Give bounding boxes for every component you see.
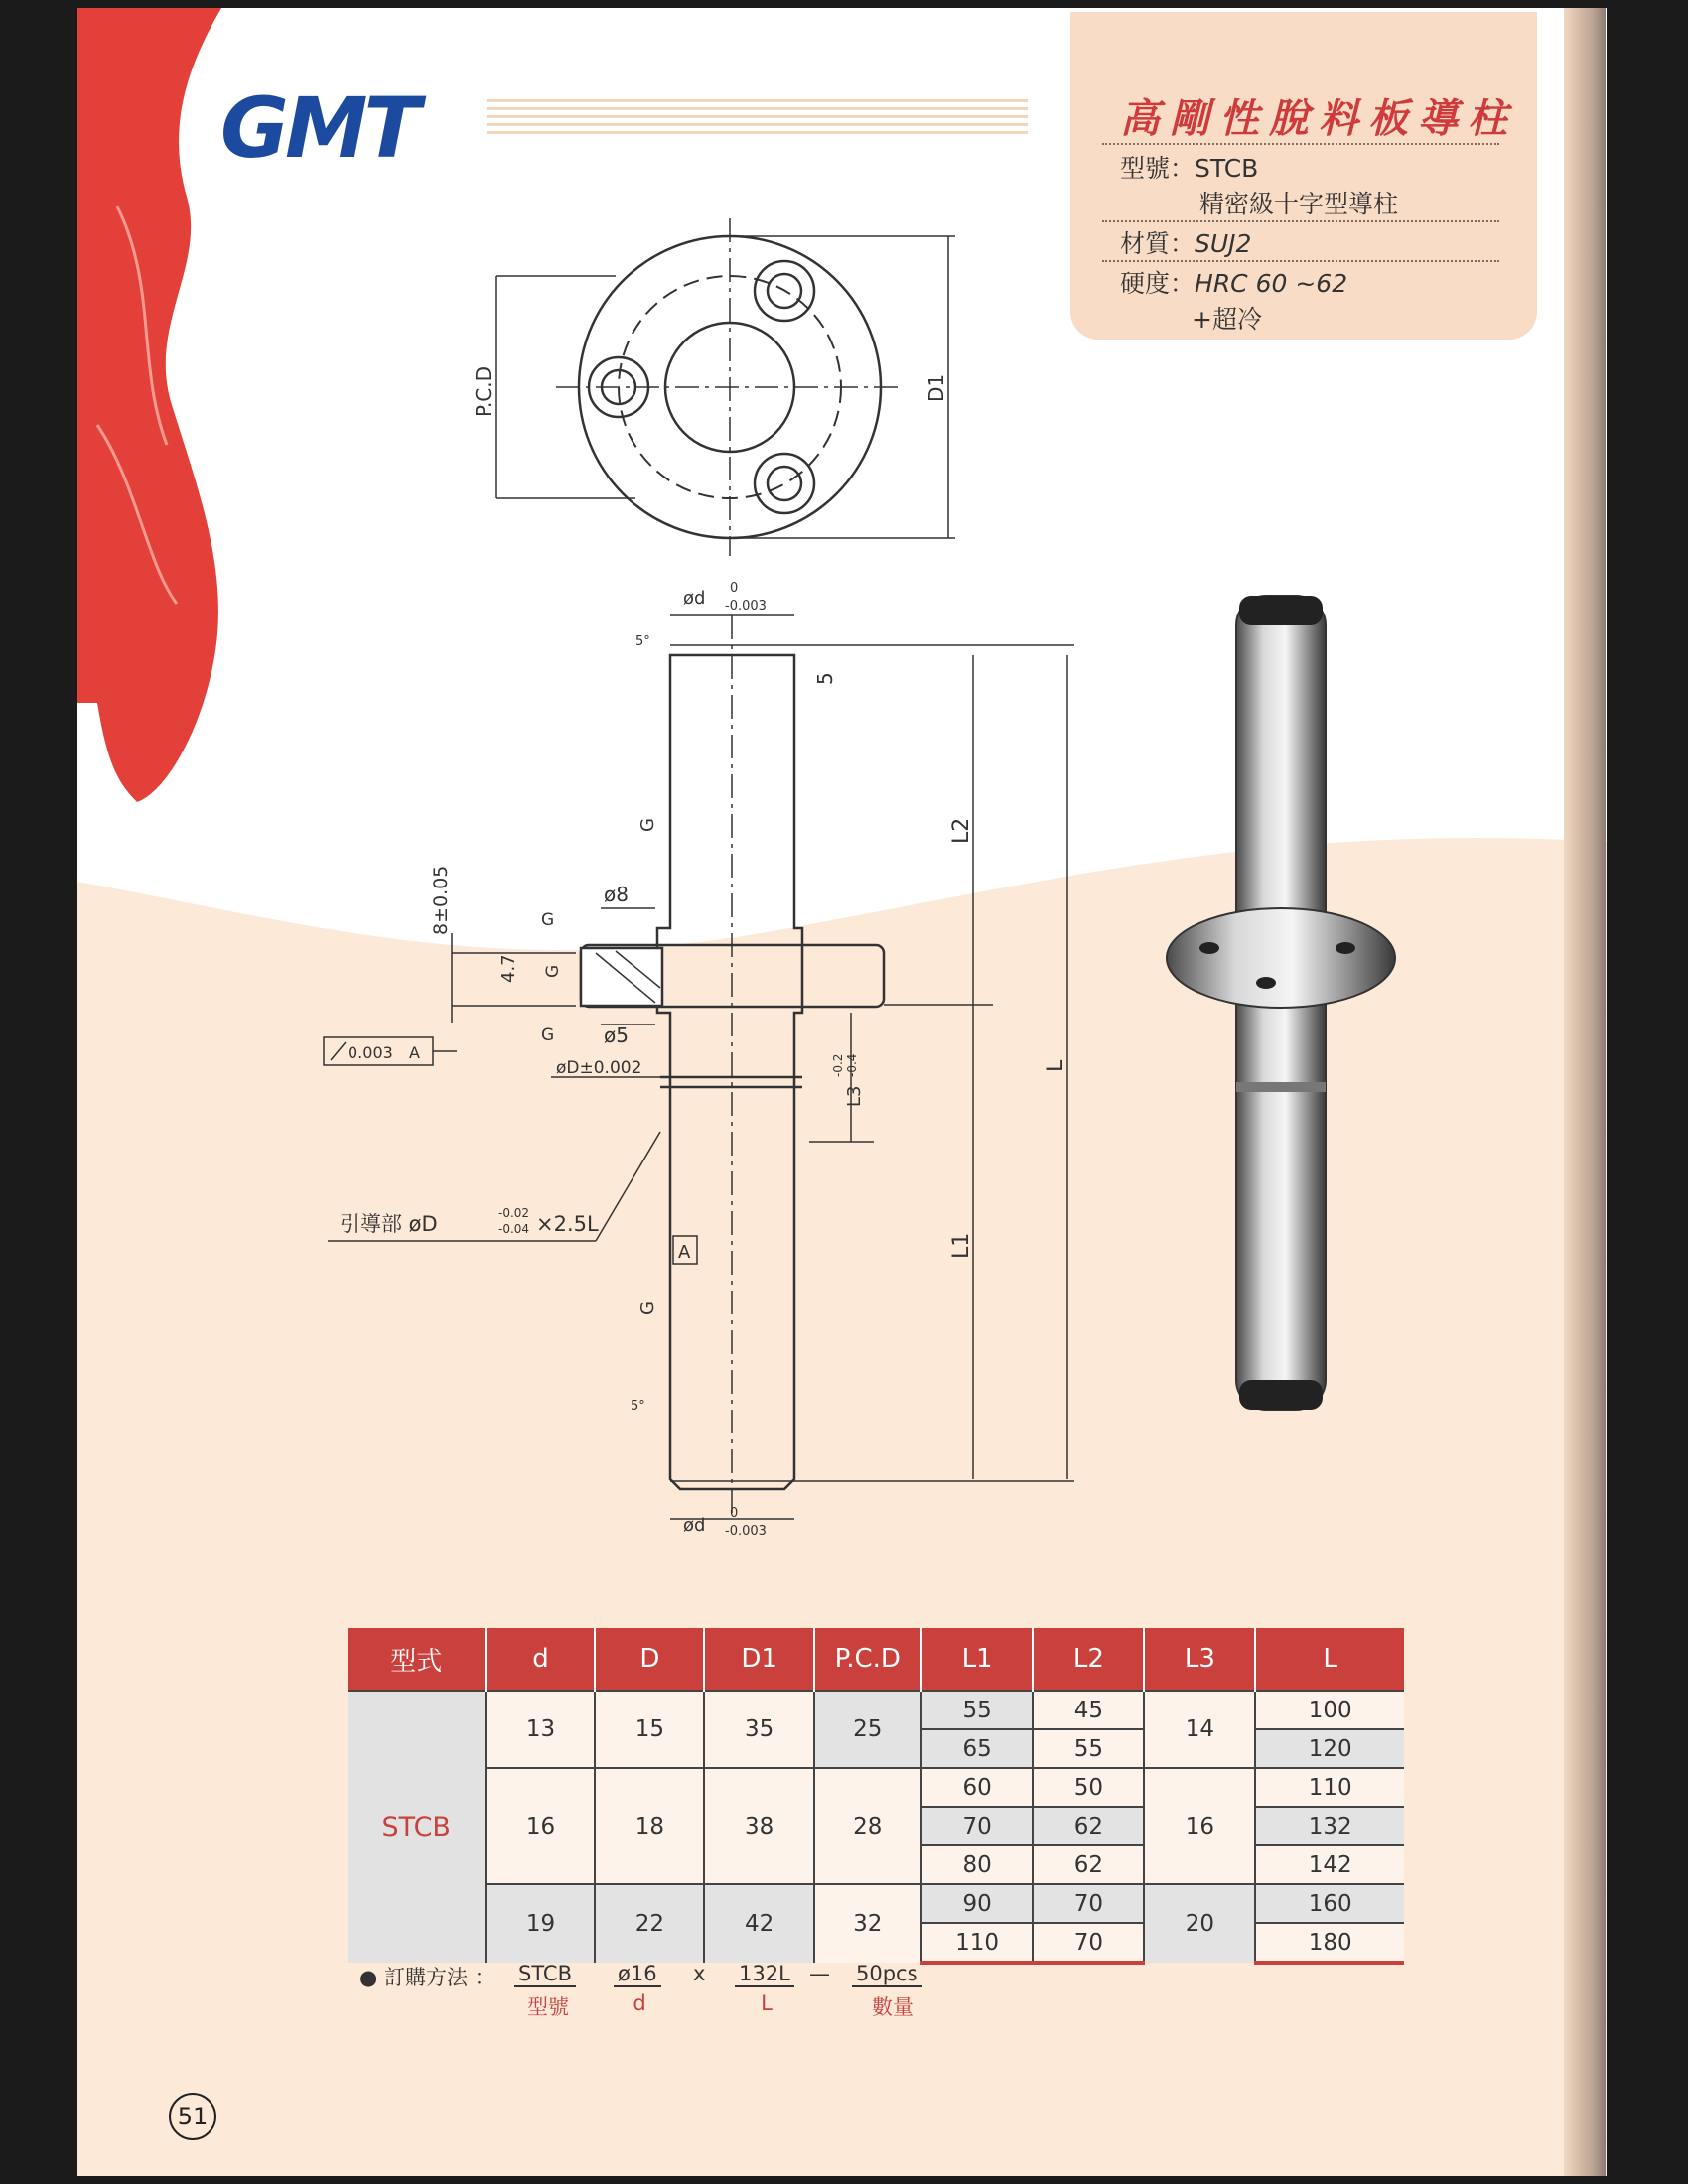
cell-L3: 16: [1144, 1768, 1255, 1884]
lead-tol-bottom: -0.04: [498, 1222, 530, 1236]
cell-L: 120: [1255, 1729, 1404, 1768]
cell-L: 110: [1255, 1768, 1404, 1807]
cell-pcd: 25: [814, 1691, 921, 1768]
order-x: x: [693, 1962, 706, 1985]
dia-D-label: øD±0.002: [556, 1058, 642, 1078]
l-label: L: [1044, 1059, 1068, 1072]
dim-5: 5: [813, 672, 837, 685]
hardness-extra: +超冷: [1192, 305, 1262, 334]
flange-top-view: [496, 218, 955, 556]
dim-o8-label: ø8: [604, 883, 629, 906]
pin-side-view: [324, 615, 1074, 1519]
model-value: STCB: [1195, 154, 1259, 183]
l3-label: L3: [844, 1085, 865, 1107]
tol-bottom-lower: -0.003: [725, 1524, 767, 1539]
hardness-value: HRC 60 ~62: [1195, 269, 1348, 298]
lead-tol-top: -0.02: [498, 1206, 530, 1220]
d1-label: D1: [924, 373, 948, 402]
pin-outline: [657, 655, 802, 1489]
lead-len: ×2.5L: [536, 1212, 599, 1236]
g-mark-2: G: [541, 910, 555, 930]
dim-47-label: 4.7: [498, 954, 519, 983]
table-row: [348, 1691, 1404, 1729]
bolt-hole-3-inner: [768, 467, 801, 500]
order-model: STCB: [514, 1962, 576, 1987]
model-label: 型號：: [1120, 154, 1196, 183]
order-qty: 50pcs: [852, 1962, 922, 1987]
header-L1: L1: [921, 1628, 1034, 1691]
cell-D: 22: [595, 1884, 704, 1963]
table-header-row: [348, 1628, 1404, 1691]
gmt-logo: GMT: [220, 79, 417, 177]
cell-L: 180: [1255, 1923, 1404, 1963]
cell-L2: 62: [1033, 1845, 1144, 1884]
dim-8pm-label: 8±0.05: [430, 865, 452, 935]
l2-label: L2: [949, 817, 974, 844]
order-qty-unit: 數量: [872, 1995, 914, 2019]
cell-L1: 60: [921, 1768, 1034, 1807]
product-title: 高剛性脫料板導柱: [1120, 96, 1517, 142]
photo-hole-3: [1336, 942, 1355, 954]
table-row: [348, 1768, 1404, 1807]
bolt-hole-3: [755, 454, 814, 513]
page-number: 51: [169, 2093, 216, 2140]
g-mark-4: G: [541, 1025, 555, 1045]
cell-D1: 35: [704, 1691, 813, 1768]
cell-L2: 62: [1033, 1807, 1144, 1845]
photo-flange: [1167, 908, 1395, 1008]
tol-top-upper: 0: [730, 581, 739, 596]
order-label: ● 訂購方法 ：: [359, 1966, 495, 1989]
cell-L1: 65: [921, 1729, 1034, 1768]
cell-D: 15: [595, 1691, 704, 1768]
header-D: D: [595, 1628, 704, 1691]
cell-L1: 70: [921, 1807, 1034, 1845]
cell-D1: 38: [704, 1768, 813, 1884]
cell-L2: 45: [1033, 1691, 1144, 1729]
photo-hole-1: [1199, 942, 1219, 954]
order-d-unit: d: [633, 1991, 646, 2015]
photo-bottom-cap: [1239, 1380, 1323, 1410]
cell-L3: 20: [1144, 1884, 1255, 1963]
tol-bottom-upper: 0: [730, 1506, 739, 1521]
cell-L1: 80: [921, 1845, 1034, 1884]
cell-pcd: 28: [814, 1768, 921, 1884]
photo-hole-2: [1256, 977, 1276, 989]
order-model-unit: 型號: [527, 1995, 569, 2019]
cell-L: 100: [1255, 1691, 1404, 1729]
pcd-label: P.C.D: [472, 365, 495, 417]
cell-L1: 110: [921, 1923, 1034, 1963]
cell-L2: 50: [1033, 1768, 1144, 1807]
product-photo: [1167, 596, 1395, 1410]
photo-groove: [1236, 1082, 1326, 1092]
cell-L2: 70: [1033, 1884, 1144, 1923]
cell-L1: 90: [921, 1884, 1034, 1923]
lead-label: 引導部 øD: [340, 1212, 438, 1236]
l1-label: L1: [949, 1232, 974, 1259]
dimension-table: [348, 1628, 1404, 1965]
material-label: 材質：: [1120, 229, 1196, 258]
order-l-unit: L: [761, 1991, 773, 2015]
header-type: 型式: [348, 1628, 486, 1691]
cell-d: 13: [486, 1691, 595, 1768]
header-L2: L2: [1033, 1628, 1144, 1691]
header-d: d: [486, 1628, 595, 1691]
cell-L: 142: [1255, 1845, 1404, 1884]
cell-L3: 14: [1144, 1691, 1255, 1768]
l3-tol-bottom: -0.4: [845, 1053, 859, 1077]
material-value: SUJ2: [1195, 229, 1252, 258]
dia-d-top: ød: [683, 588, 706, 609]
photo-top-cap: [1239, 596, 1323, 625]
header-pcd: P.C.D: [814, 1628, 921, 1691]
g-mark-1: G: [637, 818, 658, 832]
dim-o5-label: ø5: [604, 1024, 629, 1047]
runout-icon: [331, 1042, 346, 1060]
tol-top-lower: -0.003: [725, 599, 767, 614]
cell-L: 160: [1255, 1884, 1404, 1923]
order-dash: —: [809, 1962, 830, 1985]
header-D1: D1: [704, 1628, 813, 1691]
model-cell: STCB: [348, 1691, 486, 1963]
hardness-label: 硬度：: [1120, 269, 1196, 298]
header-L3: L3: [1144, 1628, 1255, 1691]
runout-ref: A: [409, 1043, 420, 1062]
g-mark-5: G: [637, 1301, 658, 1315]
cell-L2: 55: [1033, 1729, 1144, 1768]
order-d: ø16: [614, 1962, 661, 1987]
l3-tol-top: -0.2: [831, 1053, 845, 1077]
angle-top: 5°: [635, 634, 650, 649]
cell-L2: 70: [1033, 1923, 1144, 1963]
model-desc: 精密級十字型導柱: [1199, 190, 1399, 218]
runout-value: 0.003: [348, 1043, 393, 1062]
cell-L: 132: [1255, 1807, 1404, 1845]
g-mark-3: G: [543, 964, 563, 978]
cell-L1: 55: [921, 1691, 1034, 1729]
cell-d: 16: [486, 1768, 595, 1884]
angle-bottom: 5°: [631, 1399, 645, 1414]
datum-a: A: [678, 1242, 691, 1263]
cell-D1: 42: [704, 1884, 813, 1963]
cell-D: 18: [595, 1768, 704, 1884]
table-row: [348, 1884, 1404, 1923]
lead-leader-d: [596, 1132, 660, 1241]
order-l: 132L: [735, 1962, 794, 1987]
dia-d-bottom: ød: [683, 1515, 706, 1536]
cell-pcd: 32: [814, 1884, 921, 1963]
cell-d: 19: [486, 1884, 595, 1963]
header-L: L: [1255, 1628, 1404, 1691]
